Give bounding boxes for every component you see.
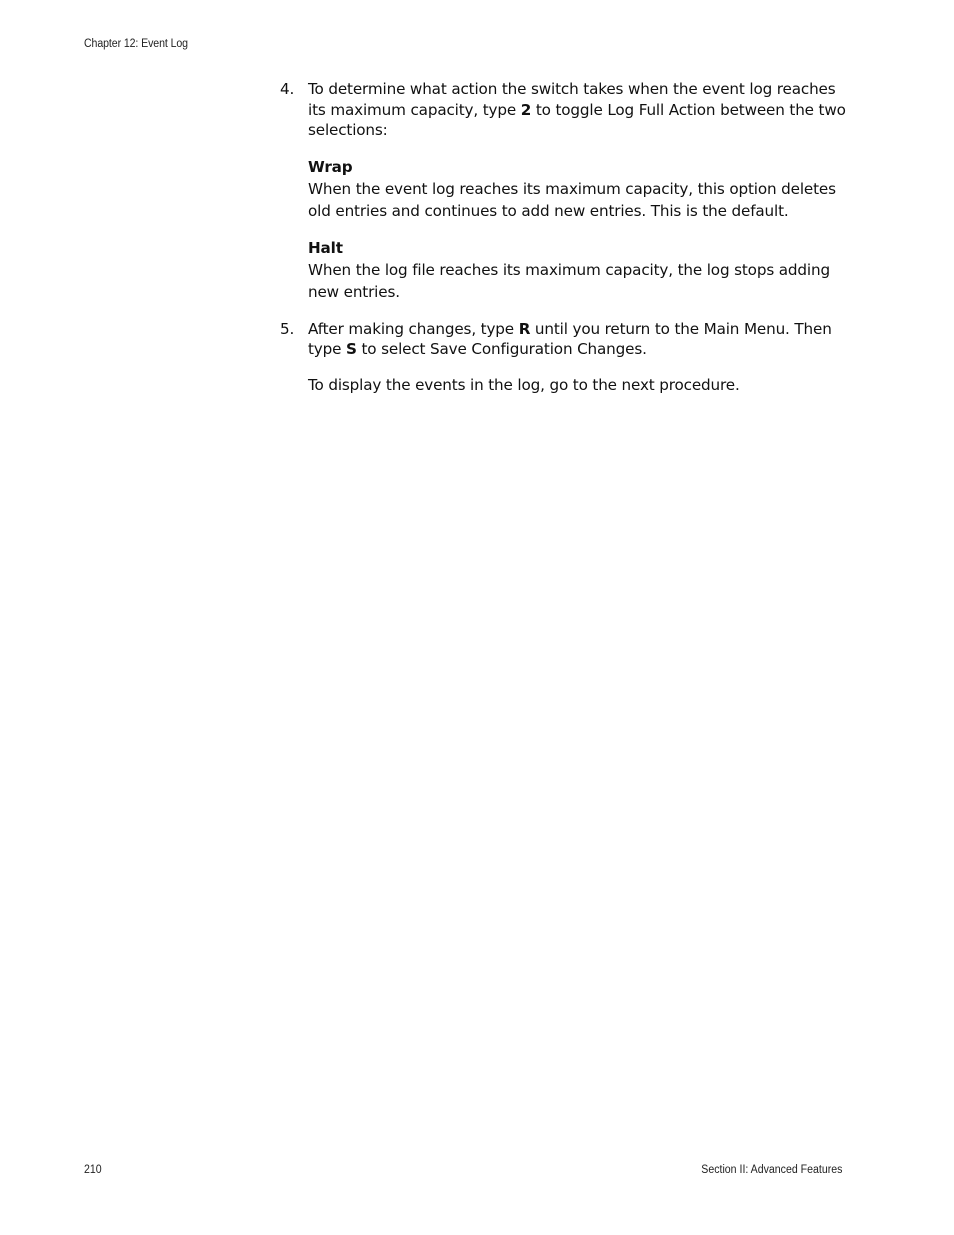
option-description: When the event log reaches its maximum capacity, this option deletes old entries and continues to add new entries. This is the default. [308,179,836,220]
step-text-part: To determine what action the switch takes when the event log reaches its maximum capacity, type [308,80,836,119]
step-number: 5. [280,319,295,338]
section-footer: Section II: Advanced Features [700,1164,842,1176]
running-header: Chapter 12: Event Log [84,38,188,50]
option-halt [308,238,850,303]
step-5 [280,319,850,360]
page-number: 210 [84,1164,102,1176]
option-wrap [308,157,850,222]
key-name: R [518,319,531,338]
key-name: 2 [520,100,532,119]
option-title: Wrap [308,157,353,176]
step-text [308,79,850,141]
option-title: Halt [308,238,343,257]
step-text-part: until you return to the Main Menu. Then type [308,319,832,358]
step-number: 4. [280,80,295,98]
key-name: S [346,340,357,358]
step-text-part: After making changes, type [308,319,519,338]
step-text-part: to select Save Configuration Changes. [356,340,647,358]
step-text-part: to toggle Log Full Action between the two selections: [308,100,846,139]
step-text [308,319,850,360]
main-content [280,79,850,395]
option-description: When the log file reaches its maximum capacity, the log stops adding new entries. [308,260,830,301]
step-4 [280,79,850,141]
procedure-note: To display the events in the log, go to the next procedure. [308,375,740,394]
